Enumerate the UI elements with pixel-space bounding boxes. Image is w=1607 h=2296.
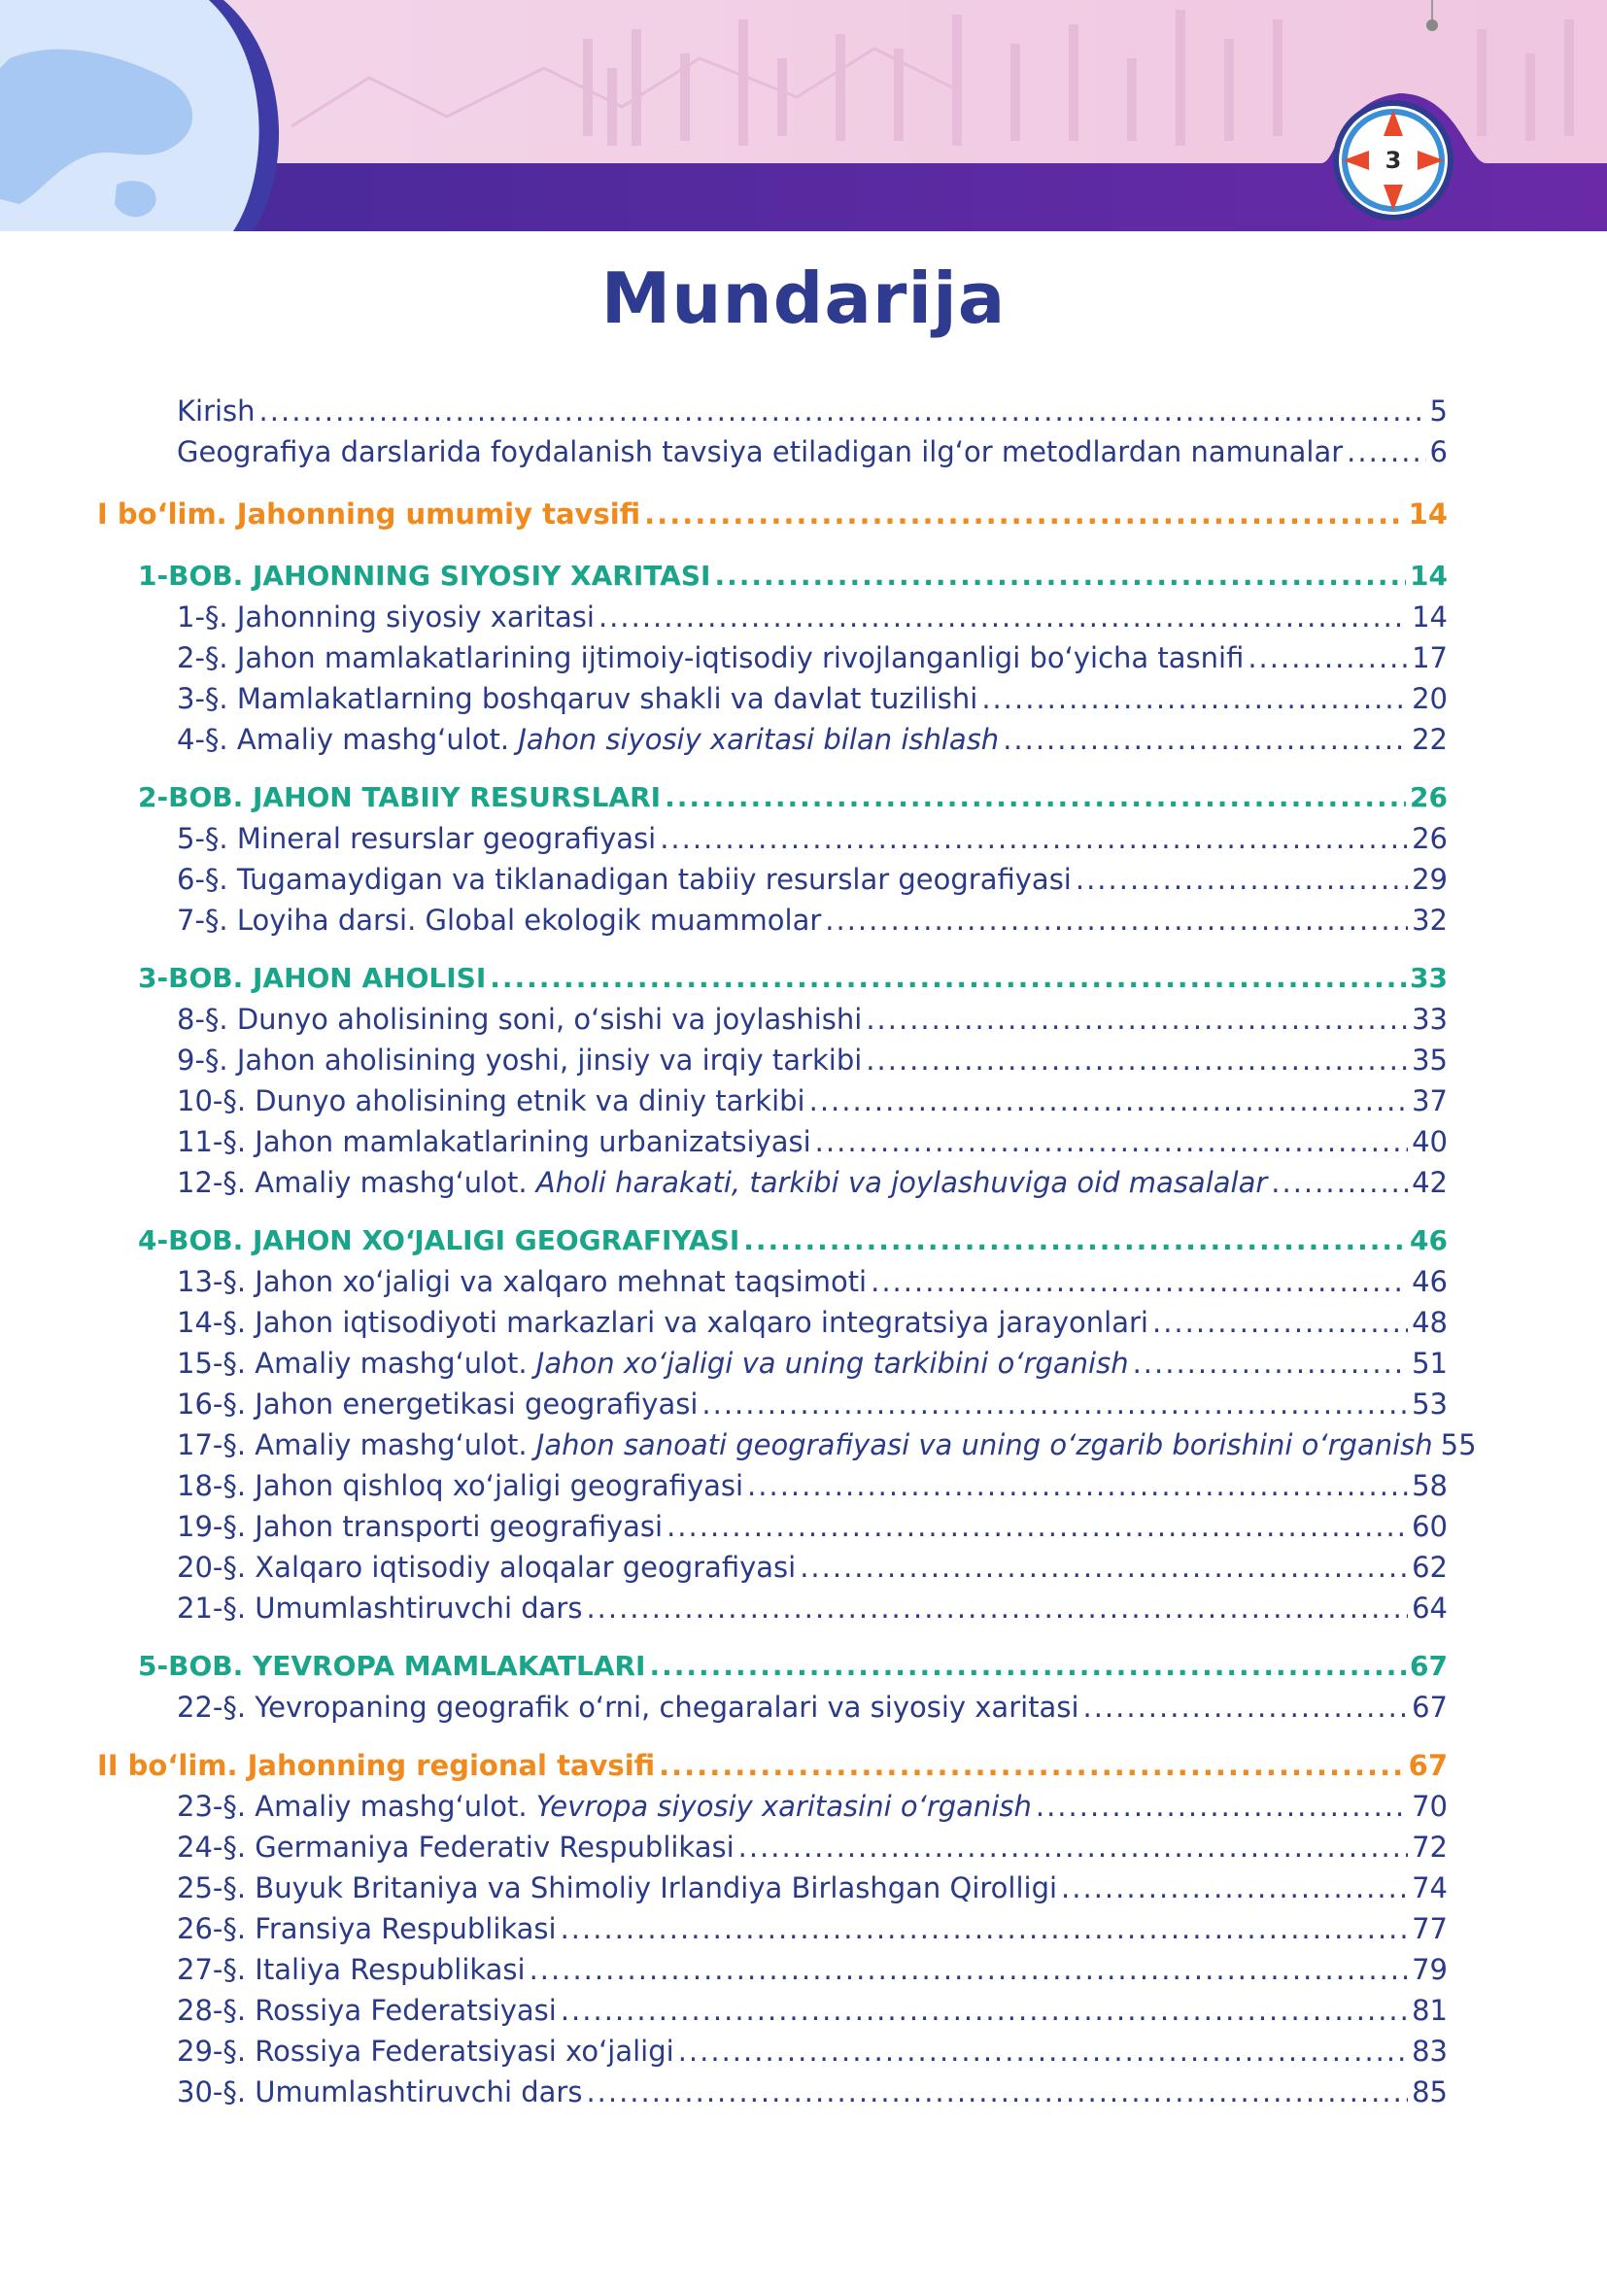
toc-entry-page: 46: [1412, 1265, 1448, 1298]
toc-entry-label: 10-§. Dunyo aholisining etnik va diniy tarkibi: [177, 1084, 805, 1117]
page-number: 3: [1385, 147, 1402, 174]
toc-entry-label: 18-§. Jahon qishloq xo‘jaligi geografiyasi: [177, 1469, 744, 1502]
toc-part-label: I bo‘lim. Jahonning umumiy tavsifi: [97, 497, 641, 531]
toc-entry-label: 22-§. Yevropaning geografik o‘rni, chegaralari va siyosiy xaritasi: [177, 1691, 1079, 1724]
toc-entry-page: 29: [1412, 863, 1448, 896]
toc-entry-label: 2-§. Jahon mamlakatlarining ijtimoiy-iqtisodiy rivojlanganligi bo‘yicha tasnifi: [177, 641, 1245, 674]
toc-entry[interactable]: [97, 1080, 1448, 1121]
toc-entry-page: 20: [1412, 682, 1448, 715]
toc-entry-label: 13-§. Jahon xo‘jaligi va xalqaro mehnat taqsimoti: [177, 1265, 868, 1298]
toc-entry[interactable]: [97, 818, 1448, 859]
toc-entry[interactable]: [97, 637, 1448, 678]
toc-entry-page: 67: [1412, 1691, 1448, 1724]
toc-entry-page: 6: [1429, 435, 1448, 468]
toc-entry[interactable]: [97, 1547, 1448, 1588]
toc-entry-page: 81: [1412, 1994, 1448, 2027]
toc-entry-page: 32: [1412, 904, 1448, 937]
toc-entry[interactable]: [97, 1465, 1448, 1506]
toc-entry-page: 42: [1412, 1166, 1448, 1199]
toc-entry-page: 58: [1412, 1469, 1448, 1502]
toc-entry[interactable]: [97, 1786, 1448, 1827]
pendulum-icon: [1426, 19, 1438, 31]
toc-chapter-label: 5-BOB. YEVROPA MAMLAKATLARI: [138, 1650, 646, 1682]
toc-entry[interactable]: [97, 678, 1448, 719]
toc-entry-page: 14: [1412, 600, 1448, 634]
toc-entry[interactable]: [97, 2031, 1448, 2072]
toc-entry-label: 11-§. Jahon mamlakatlarining urbanizatsiyasi: [177, 1125, 811, 1158]
toc-entry-label: 14-§. Jahon iqtisodiyoti markazlari va xalqaro integratsiya jarayonlari: [177, 1306, 1148, 1339]
toc-entry[interactable]: [97, 1343, 1448, 1384]
toc-entry-label: Kirish: [177, 394, 256, 428]
toc-entry-page: 48: [1412, 1306, 1448, 1339]
toc-entry[interactable]: [97, 1040, 1448, 1080]
toc-entry-page: 5: [1429, 394, 1448, 428]
toc-entry[interactable]: [97, 719, 1448, 760]
toc-entry-label: 3-§. Mamlakatlarning boshqaruv shakli va davlat tuzilishi: [177, 682, 978, 715]
page-title: Mundarija: [600, 257, 1007, 339]
toc-entry-label: 17-§. Amaliy mashg‘ulot. Jahon sanoati geografiyasi va uning o‘zgarib borishini o‘rganish: [177, 1428, 1433, 1461]
toc-chapter-heading[interactable]: [97, 958, 1448, 999]
toc-chapter-label: 1-BOB. JAHONNING SIYOSIY XARITASI: [138, 560, 711, 592]
toc-chapter-page: 46: [1410, 1224, 1448, 1256]
toc-entry[interactable]: [97, 859, 1448, 900]
toc-entry[interactable]: [97, 1827, 1448, 1868]
toc-entry-label: 12-§. Amaliy mashg‘ulot. Aholi harakati, tarkibi va joylashuviga oid masalalar: [177, 1166, 1268, 1199]
toc-entry-page: 40: [1412, 1125, 1448, 1158]
toc-entry-page: 51: [1412, 1347, 1448, 1380]
toc-entry[interactable]: [97, 1121, 1448, 1162]
toc-entry[interactable]: [97, 1424, 1477, 1465]
toc-entry-page: 77: [1412, 1912, 1448, 1945]
toc-entry-page: 17: [1412, 641, 1448, 674]
toc-entry[interactable]: [97, 1949, 1448, 1990]
toc-part-page: 67: [1408, 1749, 1448, 1782]
toc-entry[interactable]: [97, 1261, 1448, 1302]
table-of-contents: [97, 391, 1477, 2112]
toc-entry[interactable]: [97, 391, 1448, 431]
toc-chapter-page: 26: [1410, 781, 1448, 813]
toc-entry-label: 25-§. Buyuk Britaniya va Shimoliy Irlandiya Birlashgan Qirolligi: [177, 1871, 1058, 1904]
toc-entry-page: 64: [1412, 1592, 1448, 1625]
toc-entry-page: 37: [1412, 1084, 1448, 1117]
toc-entry-page: 22: [1412, 723, 1448, 756]
toc-entry-page: 72: [1412, 1831, 1448, 1864]
toc-chapter-page: 67: [1410, 1650, 1448, 1682]
toc-entry[interactable]: [97, 597, 1448, 637]
toc-entry-label: 27-§. Italiya Respublikasi: [177, 1953, 526, 1986]
toc-entry-page: 55: [1440, 1428, 1477, 1461]
toc-entry-label: 21-§. Umumlashtiruvchi dars: [177, 1592, 583, 1625]
toc-entry[interactable]: [97, 2072, 1448, 2112]
toc-entry-label: 15-§. Amaliy mashg‘ulot. Jahon xo‘jaligi va uning tarkibini o‘rganish: [177, 1347, 1129, 1380]
toc-chapter-heading[interactable]: [97, 777, 1448, 818]
toc-entry[interactable]: [97, 1384, 1448, 1424]
toc-entry-page: 85: [1412, 2075, 1448, 2108]
toc-entry[interactable]: [97, 431, 1448, 472]
toc-chapter-label: 3-BOB. JAHON AHOLISI: [138, 962, 487, 994]
toc-entry-label: 8-§. Dunyo aholisining soni, o‘sishi va joylashishi: [177, 1003, 863, 1036]
toc-entry-label: 23-§. Amaliy mashg‘ulot. Yevropa siyosiy xaritasini o‘rganish: [177, 1790, 1032, 1823]
toc-chapter-page: 14: [1410, 560, 1448, 592]
page-header-banner: [0, 0, 1607, 231]
toc-part-heading[interactable]: [97, 1745, 1448, 1786]
toc-entry-label: 30-§. Umumlashtiruvchi dars: [177, 2075, 583, 2108]
toc-entry-label: 7-§. Loyiha darsi. Global ekologik muammolar: [177, 904, 822, 937]
toc-entry[interactable]: [97, 999, 1448, 1040]
toc-entry[interactable]: [97, 900, 1448, 941]
toc-entry-label: 9-§. Jahon aholisining yoshi, jinsiy va irqiy tarkibi: [177, 1044, 863, 1077]
toc-entry-label: 1-§. Jahonning siyosiy xaritasi: [177, 600, 595, 634]
toc-entry-label: 19-§. Jahon transporti geografiyasi: [177, 1510, 664, 1543]
toc-entry[interactable]: [97, 1162, 1448, 1203]
toc-entry[interactable]: [97, 1687, 1448, 1728]
toc-entry-label: 24-§. Germaniya Federativ Respublikasi: [177, 1831, 735, 1864]
toc-entry[interactable]: [97, 1588, 1448, 1628]
toc-entry[interactable]: [97, 1908, 1448, 1949]
toc-entry-label: 5-§. Mineral resurslar geografiyasi: [177, 822, 657, 855]
toc-chapter-label: 2-BOB. JAHON TABIIY RESURSLARI: [138, 781, 662, 813]
toc-entry-label: 26-§. Fransiya Respublikasi: [177, 1912, 557, 1945]
header-graphic: [0, 0, 1607, 231]
toc-entry-page: 79: [1412, 1953, 1448, 1986]
toc-entry[interactable]: [97, 1302, 1448, 1343]
toc-entry-page: 33: [1412, 1003, 1448, 1036]
toc-entry-label: 4-§. Amaliy mashg‘ulot. Jahon siyosiy xaritasi bilan ishlash: [177, 723, 1000, 756]
toc-entry-page: 70: [1412, 1790, 1448, 1823]
toc-entry-page: 35: [1412, 1044, 1448, 1077]
toc-entry-label: 28-§. Rossiya Federatsiyasi: [177, 1994, 557, 2027]
toc-entry-page: 83: [1412, 2035, 1448, 2068]
toc-chapter-heading[interactable]: [97, 1646, 1448, 1687]
toc-part-label: II bo‘lim. Jahonning regional tavsifi: [97, 1749, 656, 1782]
toc-entry[interactable]: [97, 1990, 1448, 2031]
toc-entry[interactable]: [97, 1868, 1448, 1908]
toc-entry-page: 26: [1412, 822, 1448, 855]
toc-entry-label: 16-§. Jahon energetikasi geografiyasi: [177, 1388, 699, 1421]
toc-entry-label: Geografiya darslarida foydalanish tavsiya etiladigan ilg‘or metodlardan namunalar: [177, 435, 1344, 468]
toc-chapter-heading[interactable]: [97, 556, 1448, 597]
toc-chapter-heading[interactable]: [97, 1220, 1448, 1261]
toc-entry-page: 74: [1412, 1871, 1448, 1904]
toc-entry-label: 29-§. Rossiya Federatsiyasi xo‘jaligi: [177, 2035, 674, 2068]
toc-chapter-page: 33: [1410, 962, 1448, 994]
toc-chapter-label: 4-BOB. JAHON XO‘JALIGI GEOGRAFIYASI: [138, 1224, 740, 1256]
toc-entry-page: 53: [1412, 1388, 1448, 1421]
toc-entry[interactable]: [97, 1506, 1448, 1547]
toc-part-heading[interactable]: [97, 494, 1448, 534]
toc-part-page: 14: [1408, 497, 1448, 531]
toc-entry-page: 62: [1412, 1551, 1448, 1584]
toc-entry-label: 20-§. Xalqaro iqtisodiy aloqalar geografiyasi: [177, 1551, 797, 1584]
toc-entry-label: 6-§. Tugamaydigan va tiklanadigan tabiiy resurslar geografiyasi: [177, 863, 1072, 896]
toc-entry-page: 60: [1412, 1510, 1448, 1543]
